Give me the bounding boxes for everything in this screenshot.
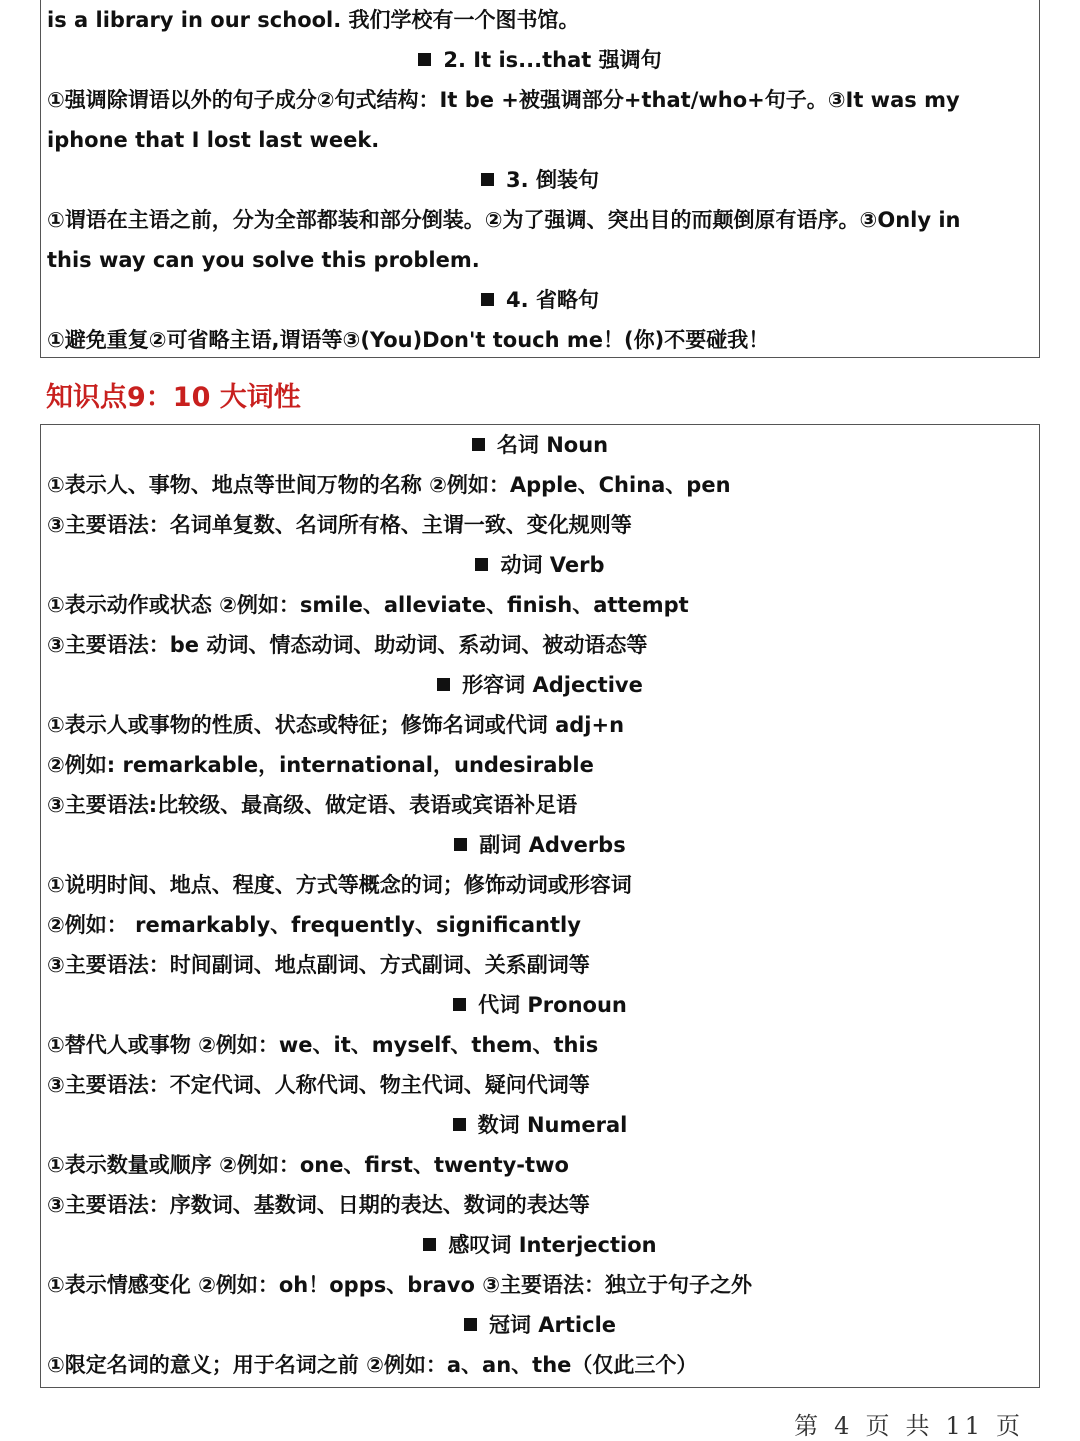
square-bullet-icon — [423, 1238, 436, 1251]
line-text: ③主要语法：时间副词、地点副词、方式副词、关系副词等 — [47, 953, 590, 977]
square-bullet-icon — [437, 678, 450, 691]
text-line — [41, 1185, 1039, 1225]
subheading-row — [41, 425, 1039, 465]
line-text: ①表示情感变化 ②例如：oh！opps、bravo ③主要语法：独立于句子之外 — [47, 1273, 753, 1297]
text-line — [41, 905, 1039, 945]
text-line — [41, 1345, 1039, 1385]
line-text: iphone that I lost last week. — [47, 128, 380, 152]
line-text: ①限定名词的意义；用于名词之前 ②例如：a、an、the（仅此三个） — [47, 1353, 698, 1377]
line-text: ①表示人、事物、地点等世间万物的名称 ②例如：Apple、China、pen — [47, 473, 731, 497]
subheading-row — [41, 280, 1039, 320]
subheading-text: 感叹词 Interjection — [448, 1233, 657, 1257]
text-line — [41, 625, 1039, 665]
subheading-row — [41, 545, 1039, 585]
text-line — [41, 705, 1039, 745]
square-bullet-icon — [481, 293, 494, 306]
line-text: ①谓语在主语之前，分为全部都装和部分倒装。②为了强调、突出目的而颠倒原有语序。③Only in — [47, 208, 961, 232]
square-bullet-icon — [453, 998, 466, 1011]
line-text: ①说明时间、地点、程度、方式等概念的词；修饰动词或形容词 — [47, 873, 632, 897]
subheading-text: 数词 Numeral — [477, 1113, 628, 1137]
text-line — [41, 785, 1039, 825]
line-text: ①替代人或事物 ②例如：we、it、myself、them、this — [47, 1033, 599, 1057]
line-text: ③主要语法:比较级、最高级、做定语、表语或宾语补足语 — [47, 793, 578, 817]
subheading-row — [41, 985, 1039, 1025]
subheading-text: 代词 Pronoun — [478, 993, 627, 1017]
text-line — [41, 1065, 1039, 1105]
footer-total-pages: 11 — [945, 1412, 984, 1440]
line-text: ①避免重复②可省略主语,谓语等③(You)Don't touch me！(你)不要碰我！ — [47, 328, 770, 352]
square-bullet-icon — [454, 838, 467, 851]
text-line — [41, 945, 1039, 985]
square-bullet-icon — [418, 53, 431, 66]
subheading-row — [41, 825, 1039, 865]
section-title: 知识点9：10 大词性 — [46, 382, 301, 413]
subheading-text: 2. It is...that 强调句 — [443, 48, 662, 72]
text-line — [41, 505, 1039, 545]
line-text: ③主要语法：序数词、基数词、日期的表达、数词的表达等 — [47, 1193, 590, 1217]
square-bullet-icon — [475, 558, 488, 571]
subheading-row — [41, 1105, 1039, 1145]
line-text: ①表示动作或状态 ②例如：smile、alleviate、finish、attempt — [47, 593, 689, 617]
text-line — [41, 465, 1039, 505]
line-text: this way can you solve this problem. — [47, 248, 480, 272]
text-line — [41, 240, 1039, 280]
square-bullet-icon — [472, 438, 485, 451]
subheading-text: 4. 省略句 — [506, 288, 599, 312]
subheading-text: 副词 Adverbs — [479, 833, 626, 857]
line-text: is a library in our school. 我们学校有一个图书馆。 — [47, 8, 580, 32]
footer-label-page: 第 — [794, 1412, 823, 1440]
text-line — [41, 0, 1039, 40]
page-footer — [788, 1406, 1030, 1441]
line-text: ③主要语法：名词单复数、名词所有格、主谓一致、变化规则等 — [47, 513, 632, 537]
footer-label-total-unit: 页 — [996, 1412, 1024, 1440]
text-line — [41, 320, 1039, 360]
line-text: ③主要语法：不定代词、人称代词、物主代词、疑问代词等 — [47, 1073, 590, 1097]
footer-current-page: 4 — [834, 1412, 854, 1440]
subheading-text: 名词 Noun — [496, 433, 609, 457]
subheading-text: 冠词 Article — [488, 1313, 617, 1337]
footer-label-page-unit: 页 — [865, 1412, 894, 1440]
subheading-row — [41, 665, 1039, 705]
text-line — [41, 80, 1039, 120]
footer-label-total: 共 — [905, 1412, 934, 1440]
grammar-box-parts-of-speech — [40, 424, 1040, 1388]
subheading-row — [41, 1225, 1039, 1265]
text-line — [41, 200, 1039, 240]
subheading-row — [41, 40, 1039, 80]
line-text: ①强调除谓语以外的句子成分②句式结构：It be +被强调部分+that/who+句子。③It was my — [47, 88, 960, 112]
text-line — [41, 745, 1039, 785]
text-line — [41, 120, 1039, 160]
line-text: ③主要语法：be 动词、情态动词、助动词、系动词、被动语态等 — [47, 633, 648, 657]
text-line — [41, 865, 1039, 905]
grammar-box-sentence-types — [40, 0, 1040, 358]
subheading-text: 3. 倒装句 — [506, 168, 599, 192]
text-line — [41, 585, 1039, 625]
line-text: ①表示人或事物的性质、状态或特征；修饰名词或代词 adj+n — [47, 713, 625, 737]
subheading-text: 动词 Verb — [500, 553, 605, 577]
square-bullet-icon — [481, 173, 494, 186]
text-line — [41, 1025, 1039, 1065]
subheading-row — [41, 160, 1039, 200]
line-text: ②例如： remarkably、frequently、significantly — [47, 913, 581, 937]
text-line — [41, 1145, 1039, 1185]
line-text: ①表示数量或顺序 ②例如：one、first、twenty-two — [47, 1153, 569, 1177]
square-bullet-icon — [464, 1318, 477, 1331]
text-line — [41, 1265, 1039, 1305]
subheading-text: 形容词 Adjective — [462, 673, 643, 697]
subheading-row — [41, 1305, 1039, 1345]
square-bullet-icon — [453, 1118, 466, 1131]
line-text: ②例如: remarkable，international，undesirable — [47, 753, 594, 777]
